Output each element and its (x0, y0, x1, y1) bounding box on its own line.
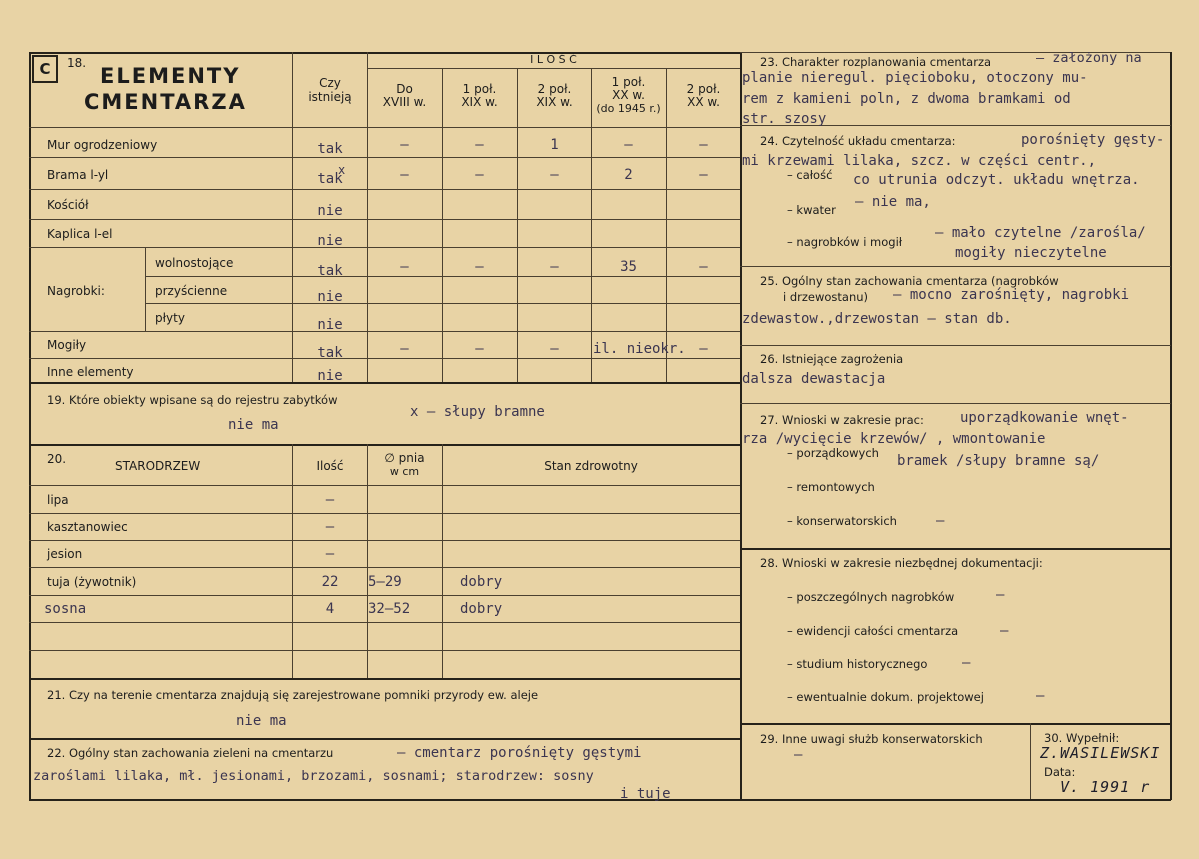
q24-calosc-value: co utrunia odczyt. układu wnętrza. (853, 172, 1140, 188)
brama-x-mark: x (338, 163, 346, 177)
row-exists-value: tak (317, 171, 343, 187)
row-label-brama: Brama l-yl (47, 168, 109, 182)
q27-konserw-label: – konserwatorskich (787, 514, 897, 528)
section-number: 18. (67, 56, 87, 70)
row-label-mogily: Mogiły (47, 338, 87, 352)
q22-answer2: zaroślami lilaka, mł. jesionami, brzozami, sosnami; starodrzew: sosny (33, 768, 594, 784)
q30-label: 30. Wypełnił: (1044, 731, 1120, 745)
pnia-line1: ∅ pnia (384, 451, 425, 465)
q25-label1: 25. Ogólny stan zachowania cmentarza (nagrobków (760, 274, 1059, 288)
row-count-value: 2 (624, 167, 633, 183)
row-count-value: 1 (550, 137, 559, 153)
section-title-line1: ELEMENTY (100, 64, 241, 88)
row-count-value: – (400, 259, 409, 275)
row-count-value: 35 (620, 259, 637, 275)
ilosc-header: I L O Ś Ć (530, 53, 577, 66)
pnia-line2: w cm (389, 465, 420, 478)
row-label-inne: Inne elementy (47, 365, 134, 379)
q26-answer: dalsza dewastacja (742, 371, 886, 387)
section-letter-box: C (32, 55, 58, 83)
tree-count: – (325, 519, 335, 535)
row-label-plyty: płyty (155, 311, 185, 325)
q25-answer1: – mocno zarośnięty, nagrobki (893, 287, 1130, 303)
col-exists-line2: istnieją (308, 90, 352, 104)
q27-answer2: rza /wycięcie krzewów/ , wmontowanie (742, 431, 1046, 447)
q25-answer2: zdewastow.,drzewostan – stan db. (742, 311, 1012, 327)
q28-item-1-value: – (996, 587, 1005, 603)
row-count-value: – (400, 137, 409, 153)
period-header-3 (517, 83, 592, 109)
row-exists-value: nie (317, 233, 343, 249)
tree-name: tuja (żywotnik) (47, 575, 137, 589)
q27-remont-label: – remontowych (787, 480, 875, 494)
q28-item-1: – poszczególnych nagrobków (787, 590, 955, 604)
row-label-mur: Mur ogrodzeniowy (47, 138, 158, 152)
row-count-value: – (475, 341, 484, 357)
q27-label: 27. Wnioski w zakresie prac: (760, 413, 924, 427)
row-count-value: – (699, 259, 708, 275)
q23-answer1: – założony na (1036, 50, 1142, 66)
q24-answer1: porośnięty gęsty- (1021, 132, 1165, 148)
q19-answer2: x – słupy bramne (410, 404, 545, 420)
starodrzew-col-stan: Stan zdrowotny (544, 459, 638, 473)
period-header-line: (do 1945 r.) (596, 102, 661, 115)
tree-name: lipa (47, 493, 69, 507)
row-count-value: – (550, 259, 559, 275)
q24-kwater-value: – nie ma, (855, 194, 931, 210)
tree-health-status: dobry (460, 574, 503, 590)
q25-label2: i drzewostanu) (783, 290, 869, 304)
q28-item-4: – ewentualnie dokum. projektowej (787, 690, 984, 704)
row-label-przyscienne: przyścienne (155, 284, 228, 298)
period-header-line: 2 poł. (686, 82, 721, 96)
row-label-kosciol: Kościół (47, 198, 89, 212)
period-header-line: 1 poł. (611, 75, 646, 89)
q28-item-3: – studium historycznego (787, 657, 928, 671)
row-label-wolnostojace: wolnostojące (155, 256, 234, 270)
period-header-line: XX w. (612, 88, 645, 102)
q23-answer2: planie nieregul. pięcioboku, otoczony mu- (742, 70, 1088, 86)
tree-count: – (325, 492, 335, 508)
q29-label: 29. Inne uwagi służb konserwatorskich (760, 732, 983, 746)
section-title-line2: CMENTARZA (84, 90, 247, 114)
q28-item-2: – ewidencji całości cmentarza (787, 624, 959, 638)
q28-item-2-value: – (1000, 623, 1009, 639)
q21-label: 21. Czy na terenie cmentarza znajdują się zarejestrowane pomniki przyrody ew. aleje (47, 688, 539, 702)
period-header-5 (666, 83, 741, 109)
row-label-kaplica: Kaplica l-el (47, 227, 113, 241)
row-exists-value: nie (317, 368, 343, 384)
q28-item-3-value: – (962, 655, 971, 671)
row-count-value: – (550, 341, 559, 357)
q22-answer1: – cmentarz porośnięty gęstymi (397, 745, 642, 761)
q22-label: 22. Ogólny stan zachowania zieleni na cmentarzu (47, 746, 334, 760)
q30-date: V. 1991 r (1060, 778, 1151, 796)
row-count-value: – (400, 341, 409, 357)
q19-answer1: nie ma (228, 417, 279, 433)
q24-kwater-label: – kwater (787, 203, 836, 217)
col-exists-header (293, 76, 367, 104)
row-count-value: – (624, 137, 633, 153)
q27-porz-label: – porządkowych (787, 446, 879, 460)
row-exists-value: nie (317, 289, 343, 305)
tree-count: – (325, 546, 335, 562)
q30-date-label: Data: (1044, 765, 1076, 779)
row-exists-value: tak (317, 263, 343, 279)
starodrzew-number: 20. (47, 452, 67, 466)
row-count-value: – (475, 259, 484, 275)
q21-answer: nie ma (236, 713, 287, 729)
row-count-value: il. nieokr. (593, 341, 686, 357)
row-exists-value: tak (317, 345, 343, 361)
q27-answer1: uporządkowanie wnęt- (960, 410, 1129, 426)
q22-answer3: i tuje (620, 786, 671, 802)
q23-answer3: rem z kamieni poln, z dwoma bramkami od (742, 91, 1071, 107)
q27-konserw-value: – (936, 513, 945, 529)
tree-count: 22 (321, 574, 339, 590)
tree-name: sosna (44, 601, 87, 617)
nagrobki-label: Nagrobki: (47, 284, 105, 298)
row-exists-value: tak (317, 141, 343, 157)
q26-label: 26. Istniejące zagrożenia (760, 352, 904, 366)
q19-label: 19. Które obiekty wpisane są do rejestru zabytków (47, 393, 338, 407)
q23-label: 23. Charakter rozplanowania cmentarza (760, 55, 992, 69)
period-header-2 (442, 83, 517, 109)
col-exists-line1: Czy (319, 76, 341, 90)
q24-nagrobkow-label: – nagrobków i mogił (787, 235, 903, 249)
row-count-value: – (475, 167, 484, 183)
period-header-line: 2 poł. (537, 82, 572, 96)
period-header-line: XX w. (687, 95, 720, 109)
row-count-value: – (699, 167, 708, 183)
period-header-line: Do (396, 82, 413, 96)
starodrzew-col-ilosc: Ilość (316, 459, 344, 473)
q24-nagrobkow-value1: – mało czytelne /zarośla/ (935, 225, 1146, 241)
period-header-line: XIX w. (461, 95, 498, 109)
q29-answer: – (794, 747, 803, 763)
starodrzew-col-pnia (367, 451, 442, 479)
tree-trunk-diameter: 5–29 (368, 574, 402, 590)
period-header-4 (591, 76, 666, 115)
tree-name: kasztanowiec (47, 520, 128, 534)
q28-item-4-value: – (1036, 688, 1045, 704)
row-exists-value: nie (317, 203, 343, 219)
q24-calosc-label: – całość (787, 168, 833, 182)
q30-name: Z.WASILEWSKI (1040, 744, 1161, 762)
starodrzew-title: STARODRZEW (115, 459, 201, 473)
row-count-value: – (400, 167, 409, 183)
tree-trunk-diameter: 32–52 (368, 601, 411, 617)
q23-answer4: str. szosy (742, 111, 827, 127)
period-header-1 (367, 83, 442, 109)
row-exists-value: nie (317, 317, 343, 333)
q24-answer2: mi krzewami lilaka, szcz. w części centr., (742, 153, 1097, 169)
q27-porz-value: bramek /słupy bramne są/ (897, 453, 1100, 469)
row-count-value: – (475, 137, 484, 153)
q24-nagrobkow-value2: mogiły nieczytelne (955, 245, 1107, 261)
period-header-line: 1 poł. (462, 82, 497, 96)
q24-label: 24. Czytelność układu cmentarza: (760, 134, 956, 148)
period-header-line: XVIII w. (382, 95, 427, 109)
row-count-value: – (699, 341, 708, 357)
tree-name: jesion (47, 547, 83, 561)
q28-label: 28. Wnioski w zakresie niezbędnej dokumentacji: (760, 556, 1043, 570)
period-header-line: XIX w. (536, 95, 573, 109)
row-count-value: – (550, 167, 559, 183)
tree-health-status: dobry (460, 601, 503, 617)
tree-count: 4 (325, 601, 335, 617)
row-count-value: – (699, 137, 708, 153)
